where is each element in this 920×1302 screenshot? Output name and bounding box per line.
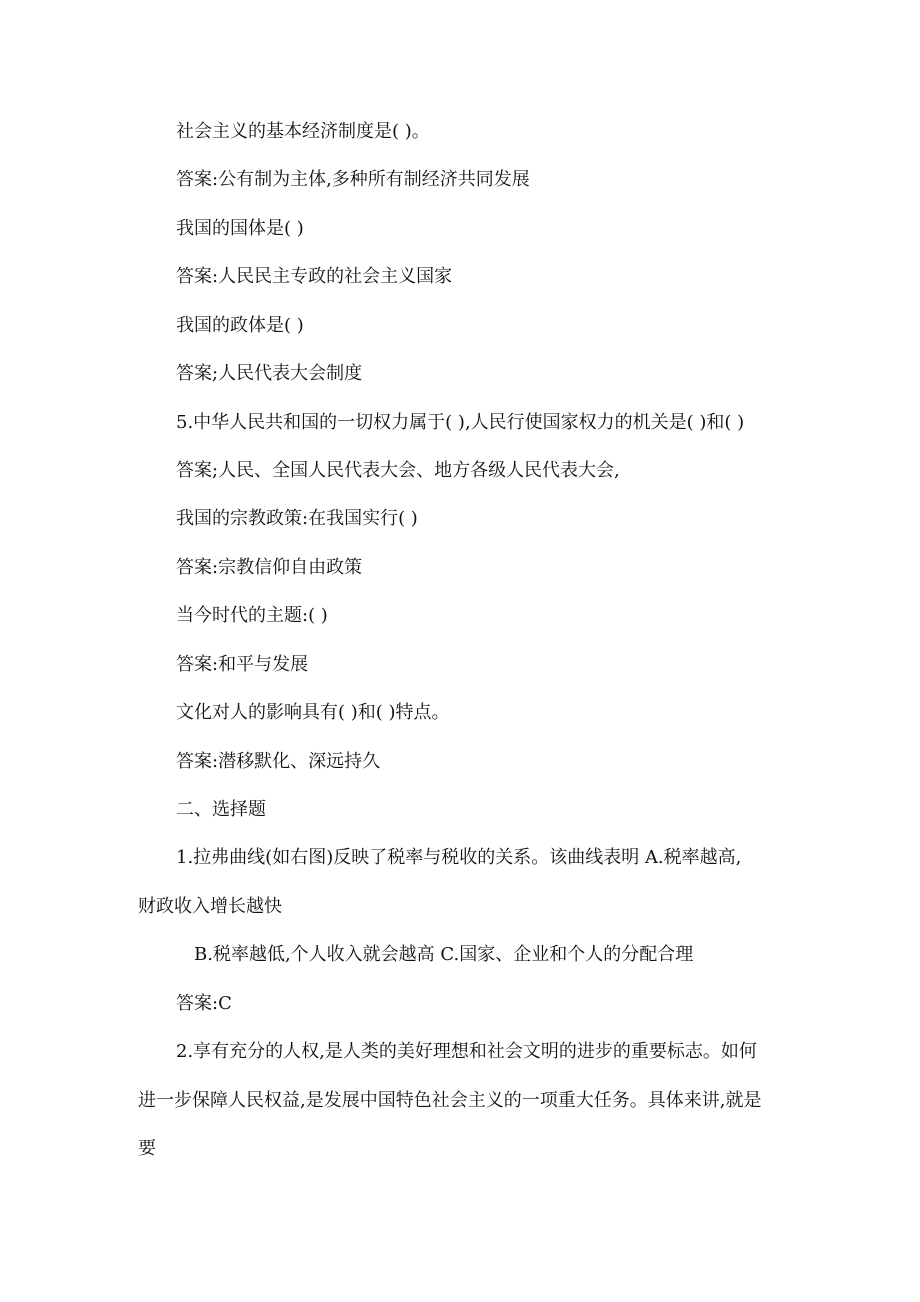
answer-line: 答案;人民代表大会制度 xyxy=(176,363,363,384)
question-continuation: 财政收入增长越快 xyxy=(138,896,282,917)
answer-line: 答案:潜移默化、深远持久 xyxy=(176,751,381,772)
question-line: 文化对人的影响具有( )和( )特点。 xyxy=(176,702,450,723)
question-line: 当今时代的主题:( ) xyxy=(176,605,328,626)
question-continuation: 要 xyxy=(138,1138,156,1159)
question-line: 社会主义的基本经济制度是( )。 xyxy=(176,121,430,142)
question-line: 1.拉弗曲线(如右图)反映了税率与税收的关系。该曲线表明 A.税率越高, xyxy=(176,847,742,868)
answer-line: 答案:和平与发展 xyxy=(176,654,309,675)
question-continuation: 进一步保障人民权益,是发展中国特色社会主义的一项重大任务。具体来讲,就是 xyxy=(138,1090,762,1111)
question-line: 我国的宗教政策:在我国实行( ) xyxy=(176,508,418,529)
answer-line: 答案:C xyxy=(176,993,232,1014)
answer-line: 答案:人民民主专政的社会主义国家 xyxy=(176,266,453,287)
option-line: B.税率越低,个人收入就会越高 C.国家、企业和个人的分配合理 xyxy=(194,944,694,965)
question-line: 5.中华人民共和国的一切权力属于( ),人民行使国家权力的机关是( )和( ) xyxy=(176,412,745,433)
answer-line: 答案;人民、全国人民代表大会、地方各级人民代表大会, xyxy=(176,460,620,481)
question-line: 2.享有充分的人权,是人类的美好理想和社会文明的进步的重要标志。如何 xyxy=(176,1041,757,1062)
answer-line: 答案:公有制为主体,多种所有制经济共同发展 xyxy=(176,169,530,190)
question-line: 我国的国体是( ) xyxy=(176,218,304,239)
question-line: 我国的政体是( ) xyxy=(176,315,304,336)
answer-line: 答案:宗教信仰自由政策 xyxy=(176,557,363,578)
section-heading: 二、选择题 xyxy=(176,799,266,820)
